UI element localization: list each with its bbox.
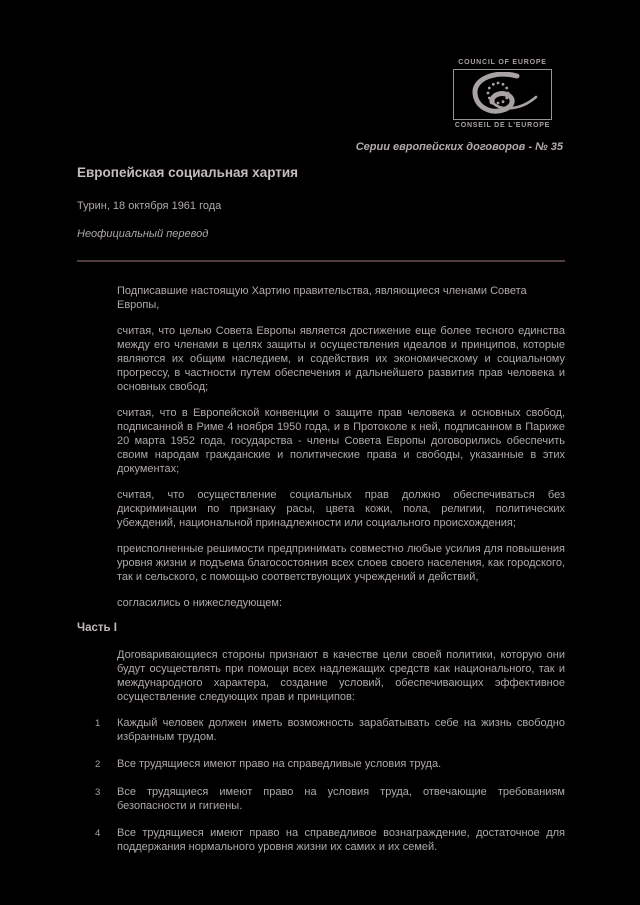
part-1-intro: Договаривающиеся стороны признают в качестве цели своей политики, которую они будут осуществлять при помощи всех надлежащих средств как национального, так и международного характера, создание условий, обеспечивающих эффективное осуществление следующих прав и принципов: xyxy=(117,649,565,703)
principle-item-1 xyxy=(77,716,565,744)
council-of-europe-logo xyxy=(453,59,552,129)
principle-text: Все трудящиеся имеют право на условия труда, отвечающие требованиям безопасности и гигиены. xyxy=(117,786,565,812)
principle-number: 1 xyxy=(95,718,101,729)
principle-number: 2 xyxy=(95,759,101,770)
principle-number: 4 xyxy=(95,828,101,839)
agreement-line: согласились о нижеследующем: xyxy=(117,597,283,609)
treaty-series-label: Серии европейских договоров - № 35 xyxy=(355,141,563,153)
part-1-heading: Часть I xyxy=(77,622,117,634)
principle-text: Каждый человек должен иметь возможность зарабатывать себе на жизнь свободно избранным трудом. xyxy=(117,717,565,743)
divider-rule xyxy=(77,260,565,262)
principle-number: 3 xyxy=(95,787,101,798)
principle-text: Все трудящиеся имеют право на справедливые условия труда. xyxy=(117,758,442,770)
logo-caption-bottom: CONSEIL DE L'EUROPE xyxy=(454,122,551,129)
preamble-paragraph-1: Подписавшие настоящую Хартию правительства, являющиеся членами Совета Европы, xyxy=(117,285,527,311)
principles-list xyxy=(77,716,565,854)
preamble-paragraph-4: считая, что осуществление социальных прав должно обеспечиваться без дискриминации по признаку расы, цвета кожи, пола, религии, политических убеждений, национальной принадлежности или социального происхождения; xyxy=(117,489,565,529)
principle-item-2 xyxy=(77,757,565,772)
principle-item-3 xyxy=(77,785,565,813)
preamble-paragraph-5: преисполненные решимости предпринимать совместно любые усилия для повышения уровня жизни и подъема благосостояния всех слоев своего населения, как городского, так и сельского, с помощью соответствующих учреждений и действий, xyxy=(117,543,565,583)
logo-emblem-frame xyxy=(453,69,552,120)
translation-note: Неофициальный перевод xyxy=(77,228,209,240)
document-content xyxy=(77,165,565,867)
europe-e-swirl-icon xyxy=(457,72,549,117)
logo-caption-top: COUNCIL OF EUROPE xyxy=(458,59,547,66)
principle-item-4 xyxy=(77,826,565,854)
document-title: Европейская социальная хартия xyxy=(77,165,299,180)
preamble-paragraph-3: считая, что в Европейской конвенции о защите прав человека и основных свобод, подписанной в Риме 4 ноября 1950 года, и в Протоколе к ней, подписанном в Париже 20 марта 1952 года, государства - члены Совета Европы договорились обеспечить своим народам гражданские и политические права и свободы, указанные в этих документах; xyxy=(117,407,565,475)
preamble-paragraph-2: считая, что целью Совета Европы является достижение еще более тесного единства между его членами в целях защиты и осуществления идеалов и принципов, которые являются их общим наследием, и содействия их экономическому и социальному прогрессу, в частности путем обеспечения и дальнейшего развития прав человека и основных свобод; xyxy=(117,325,565,393)
principle-text: Все трудящиеся имеют право на справедливое вознаграждение, достаточное для поддержания нормального уровня жизни их самих и их семей. xyxy=(117,827,565,853)
place-date-line: Турин, 18 октября 1961 года xyxy=(77,200,222,212)
